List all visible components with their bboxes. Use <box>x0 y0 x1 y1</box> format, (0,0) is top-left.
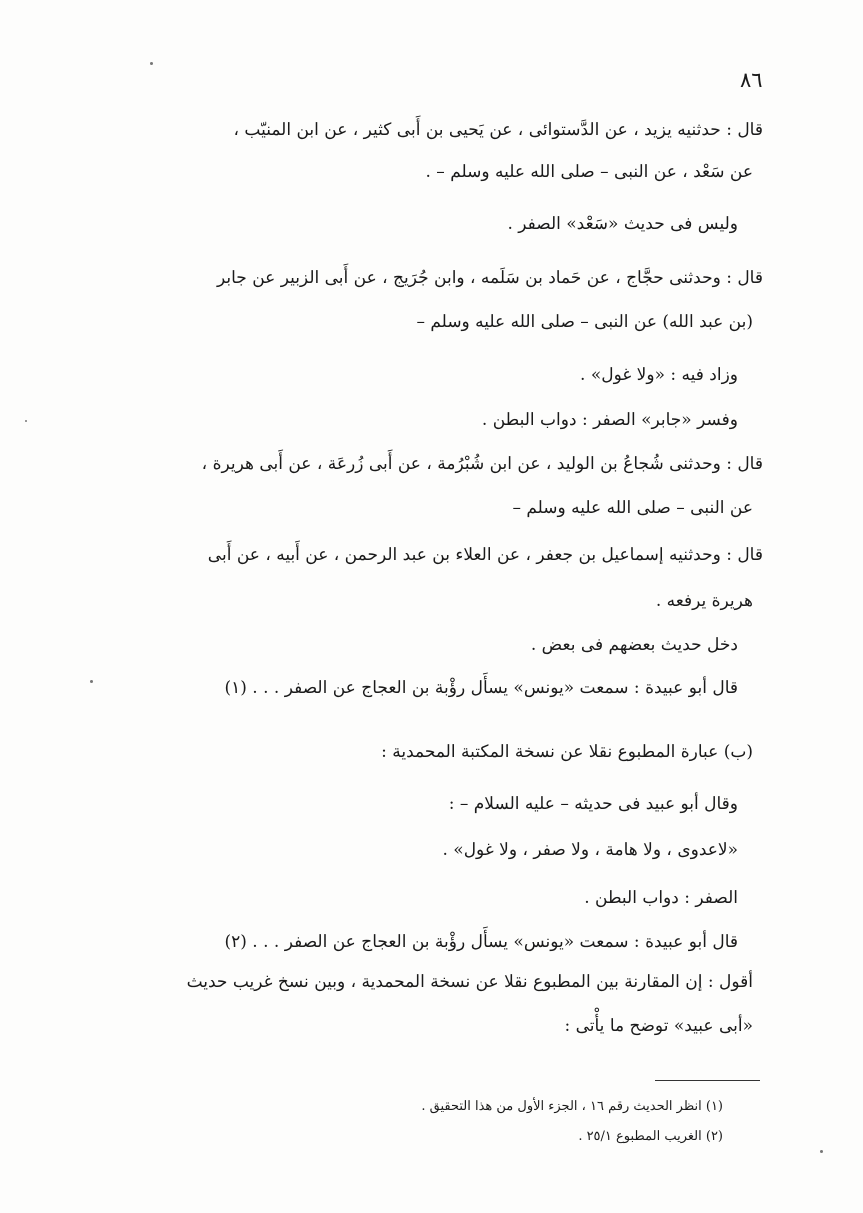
text-line-20: «أبى عبيد» توضح ما يأْتى : <box>564 1016 753 1036</box>
scan-speck <box>25 420 27 422</box>
text-line-15: وقال أبو عبيد فى حديثه – عليه السلام – : <box>448 794 738 814</box>
text-line-11: هريرة يرفعه . <box>655 591 753 611</box>
text-line-12: دخل حديث بعضهم فى بعض . <box>530 635 738 655</box>
text-line-18: قال أبو عبيدة : سمعت «يونس» يسأَل رؤْبة بن العجاج عن الصفر . . . (٢) <box>224 932 738 952</box>
text-line-2: عن سَعْد ، عن النبى – صلى الله عليه وسلم – . <box>425 162 753 182</box>
text-line-5: (بن عبد الله) عن النبى – صلى الله عليه وسلم – <box>416 312 753 332</box>
footnote-separator <box>655 1080 760 1081</box>
text-line-4: قال : وحدثنى حجَّاج ، عن حَماد بن سَلَمه ، وابن جُرَيج ، عن أَبى الزبير عن جابر <box>217 268 763 288</box>
text-line-6: وزاد فيه : «ولا غول» . <box>580 365 738 385</box>
text-line-10: قال : وحدثنيه إسماعيل بن جعفر ، عن العلاء بن عبد الرحمن ، عن أَبيه ، عن أَبى <box>207 545 763 565</box>
text-line-13: قال أبو عبيدة : سمعت «يونس» يسأَل رؤْبة بن العجاج عن الصفر . . . (١) <box>224 678 738 698</box>
footnote-2: (٢) الغريب المطبوع ٢٥/١ . <box>578 1129 723 1144</box>
footnote-1: (١) انظر الحديث رقم ١٦ ، الجزء الأول من هذا التحقيق . <box>421 1099 723 1114</box>
text-line-1: قال : حدثنيه يزيد ، عن الدَّستوائى ، عن يَحيى بن أَبى كثير ، عن ابن المنيّب ، <box>233 120 763 140</box>
text-line-17: الصفر : دواب البطن . <box>584 888 738 908</box>
scan-speck <box>820 1150 823 1153</box>
scan-speck <box>150 62 153 65</box>
text-line-16: «لاعدوى ، ولا هامة ، ولا صفر ، ولا غول» . <box>442 840 738 860</box>
text-line-9: عن النبى – صلى الله عليه وسلم – <box>512 498 753 518</box>
text-line-8: قال : وحدثنى شُجاعُ بن الوليد ، عن ابن شُبْرُمة ، عن أَبى زُرعَة ، عن أَبى هريرة ، <box>201 454 763 474</box>
text-line-3: وليس فى حديث «سَعْد» الصفر . <box>507 214 738 234</box>
text-line-19: أقول : إن المقارنة بين المطبوع نقلا عن نسخة المحمدية ، وبين نسخ غريب حديث <box>186 972 753 992</box>
page-number: ٨٦ <box>740 68 763 92</box>
text-line-7: وفسر «جابر» الصفر : دواب البطن . <box>481 410 738 430</box>
scan-speck <box>90 680 93 683</box>
text-line-14: (ب) عبارة المطبوع نقلا عن نسخة المكتبة المحمدية : <box>381 742 753 762</box>
